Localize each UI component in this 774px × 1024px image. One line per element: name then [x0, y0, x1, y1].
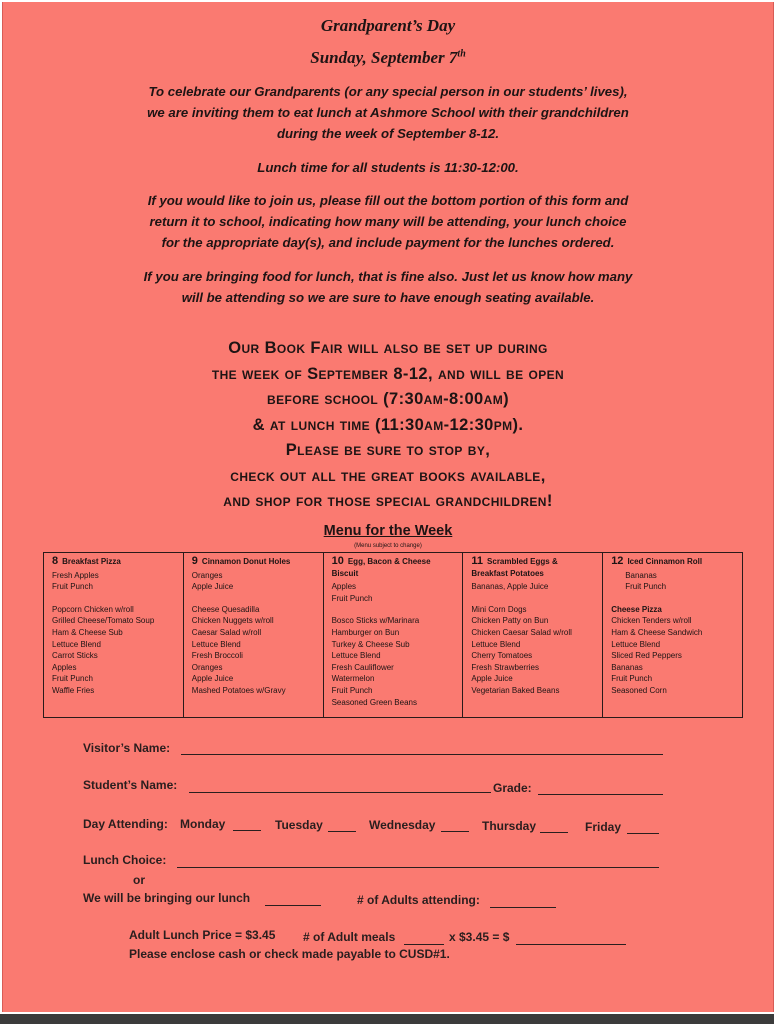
day-number: 11 — [471, 555, 484, 567]
flyer-page — [2, 2, 774, 1012]
adult-meals-field[interactable] — [404, 944, 444, 945]
menu-item: Fresh Strawberries — [471, 662, 539, 672]
intro-line: To celebrate our Grandparents (or any special person in our students’ lives), — [148, 84, 628, 99]
day-title: 12 Iced Cinnamon Roll — [611, 555, 703, 567]
day-wednesday-field[interactable] — [441, 831, 469, 832]
menu-item: Fruit Punch — [625, 582, 667, 592]
day-monday-label: Monday — [180, 817, 226, 831]
instructions-paragraph — [3, 190, 773, 253]
menu-item: Bosco Sticks w/Marinara — [331, 616, 420, 626]
menu-item: Cheese Pizza — [611, 604, 662, 614]
bring-food-line: If you are bringing food for lunch, that is fine also. Just let us know how many — [143, 269, 633, 284]
menu-day-9 — [184, 553, 324, 717]
bringing-lunch-label: We will be bringing our lunch — [83, 891, 251, 905]
lunch-choice-field[interactable] — [177, 867, 659, 868]
or-text: or — [133, 873, 145, 887]
day-title: 8 Breakfast Pizza — [52, 555, 121, 567]
menu-item: Chicken Tenders w/roll — [611, 616, 692, 626]
adult-meals-label: # of Adult meals — [303, 930, 396, 944]
instructions-line: If you would like to join us, please fill out the bottom portion of this form and — [147, 193, 629, 208]
menu-note: (Menu subject to change) — [354, 543, 422, 549]
menu-item: Fruit Punch — [331, 685, 373, 695]
flyer-title: Grandparent’s Day — [320, 16, 456, 35]
menu-day-10 — [324, 553, 464, 717]
visitor-name-label: Visitor’s Name: — [83, 741, 171, 755]
book-fair-line: before school (7:30am-8:00am) — [267, 390, 509, 408]
book-fair-line: check out all the great books available, — [230, 466, 546, 485]
menu-item: Vegetarian Baked Beans — [471, 685, 560, 695]
menu-item: Fresh Cauliflower — [331, 662, 394, 672]
menu-item: Ham & Cheese Sub — [52, 627, 123, 637]
day-number: 8 — [52, 555, 59, 567]
menu-item: Fruit Punch — [611, 674, 653, 684]
menu-item: Popcorn Chicken w/roll — [52, 604, 134, 614]
menu-item: Lettuce Blend — [331, 651, 381, 661]
total-field[interactable] — [516, 944, 626, 945]
book-fair-line: Our Book Fair will also be set up during — [228, 339, 548, 357]
book-fair-line: Please be sure to stop by, — [285, 441, 491, 459]
menu-item: Apples — [331, 582, 357, 592]
menu-item: Carrot Sticks — [52, 651, 98, 661]
lunch-choice-label: Lunch Choice: — [83, 853, 167, 867]
menu-item: Lettuce Blend — [52, 639, 101, 649]
menu-item: Lettuce Blend — [471, 639, 521, 649]
menu-item: Seasoned Corn — [611, 685, 667, 695]
adult-price-label: Adult Lunch Price = $3.45 — [129, 928, 276, 942]
menu-item: Lettuce Blend — [191, 639, 241, 649]
lunch-time: Lunch time for all students is 11:30-12:00. — [257, 160, 519, 175]
menu-item: Fresh Apples — [52, 570, 99, 580]
menu-day-8 — [44, 553, 184, 717]
book-fair-line: the week of September 8-12, and will be open — [211, 364, 565, 383]
grade-field[interactable] — [538, 794, 663, 795]
menu-item: Apples — [52, 662, 77, 672]
book-fair-announcement — [3, 336, 773, 515]
menu-item: Sliced Red Peppers — [611, 651, 682, 661]
menu-item: Fresh Broccoli — [191, 651, 243, 661]
menu-item: Hamburger on Bun — [331, 627, 400, 637]
day-number: 9 — [191, 555, 198, 567]
intro-paragraph — [3, 81, 773, 144]
menu-item: Watermelon — [331, 674, 375, 684]
menu-item: Caesar Salad w/roll — [191, 627, 262, 637]
menu-item: Apple Juice — [191, 582, 234, 592]
menu-item: Grilled Cheese/Tomato Soup — [52, 616, 155, 626]
day-tuesday-field[interactable] — [328, 831, 356, 832]
day-number: 12 — [611, 555, 624, 567]
day-number: 10 — [331, 555, 344, 567]
menu-table — [43, 552, 743, 718]
bring-food-paragraph — [3, 266, 773, 308]
instructions-line: return it to school, indicating how many will be attending, your lunch choice — [149, 214, 627, 229]
menu-item: Fruit Punch — [331, 593, 373, 603]
day-title: 10 Egg, Bacon & Cheese Biscuit — [331, 555, 431, 578]
day-title: 9 Cinnamon Donut Holes — [191, 555, 291, 567]
menu-item: Bananas — [625, 570, 657, 580]
day-thursday-label: Thursday — [482, 819, 537, 833]
menu-item: Oranges — [191, 662, 223, 672]
event-date-suffix: th — [457, 48, 466, 60]
event-date-text: Sunday, September 7 — [310, 48, 458, 67]
menu-item: Mashed Potatoes w/Gravy — [191, 685, 286, 695]
day-attending-label: Day Attending: — [83, 817, 168, 831]
menu-item: Chicken Patty on Bun — [471, 616, 549, 626]
menu-item: Apple Juice — [191, 674, 234, 684]
student-name-field[interactable] — [189, 792, 491, 793]
student-name-label: Student’s Name: — [83, 778, 178, 792]
menu-item: Waffle Fries — [52, 685, 95, 695]
book-fair-line: & at lunch time (11:30am-12:30pm). — [252, 415, 524, 434]
bring-food-line: will be attending so we are sure to have enough seating available. — [181, 290, 595, 305]
menu-item: Cheese Quesadilla — [191, 604, 260, 614]
day-tuesday-label: Tuesday — [275, 818, 323, 832]
instructions-line: for the appropriate day(s), and include payment for the lunches ordered. — [161, 235, 615, 250]
menu-item: Chicken Nuggets w/roll — [191, 616, 274, 626]
day-friday-label: Friday — [585, 820, 622, 834]
grade-label: Grade: — [493, 781, 532, 795]
day-monday-field[interactable] — [233, 830, 261, 831]
menu-item: Bananas, Apple Juice — [471, 582, 549, 592]
adults-attending-field[interactable] — [490, 907, 556, 908]
menu-item: Apple Juice — [471, 674, 513, 684]
menu-item: Ham & Cheese Sandwich — [611, 627, 703, 637]
payment-note: Please enclose cash or check made payable to CUSD#1. — [129, 947, 450, 961]
intro-line: we are inviting them to eat lunch at Ashmore School with their grandchildren — [147, 105, 629, 120]
day-wednesday-label: Wednesday — [369, 818, 436, 832]
visitor-name-field[interactable] — [181, 754, 663, 755]
menu-item: Fruit Punch — [52, 582, 93, 592]
menu-item: Cherry Tomatoes — [471, 651, 533, 661]
menu-item: Mini Corn Dogs — [471, 604, 527, 614]
menu-item: Lettuce Blend — [611, 639, 661, 649]
bottom-bar — [0, 1014, 774, 1024]
menu-item: Seasoned Green Beans — [331, 697, 417, 707]
menu-heading: Menu for the Week — [323, 523, 453, 539]
menu-item: Fruit Punch — [52, 674, 93, 684]
book-fair-line: and shop for those special grandchildren! — [223, 492, 553, 510]
menu-day-12 — [603, 553, 742, 717]
multiply-label: x $3.45 = $ — [449, 930, 510, 944]
bringing-lunch-field[interactable] — [265, 905, 321, 906]
intro-line: during the week of September 8-12. — [276, 126, 500, 141]
adults-attending-label: # of Adults attending: — [357, 893, 480, 907]
day-friday-field[interactable] — [627, 833, 659, 834]
menu-item: Chicken Caesar Salad w/roll — [471, 627, 572, 637]
menu-item: Turkey & Cheese Sub — [331, 639, 410, 649]
menu-item: Bananas — [611, 662, 643, 672]
menu-day-11 — [463, 553, 603, 717]
menu-item: Oranges — [191, 570, 223, 580]
day-title: 11 Scrambled Eggs & Breakfast Potatoes — [471, 555, 558, 578]
event-date — [3, 48, 773, 68]
day-thursday-field[interactable] — [540, 832, 568, 833]
